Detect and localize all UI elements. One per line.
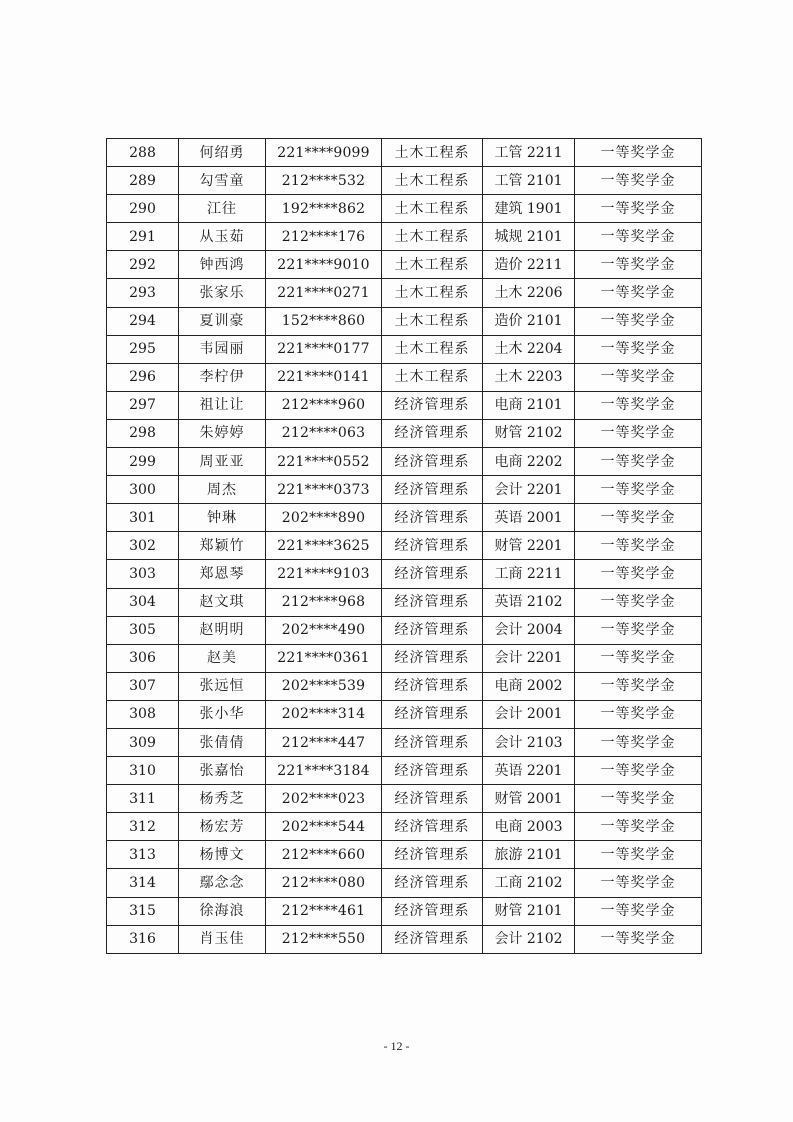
award-cell: 一等奖学金 [575,644,702,672]
id-cell: 212****461 [266,897,382,925]
table-row [107,223,702,251]
table-row [107,307,702,335]
table-row [107,728,702,756]
class-cell: 财管 2201 [483,532,575,560]
department-cell: 经济管理系 [382,841,483,869]
row-number-cell: 288 [107,139,179,167]
row-number-cell: 299 [107,448,179,476]
class-cell: 工商 2102 [483,869,575,897]
department-cell: 土木工程系 [382,223,483,251]
award-cell: 一等奖学金 [575,841,702,869]
id-cell: 212****063 [266,419,382,447]
name-cell: 钟西鸿 [179,251,266,279]
class-cell: 工商 2211 [483,560,575,588]
award-cell: 一等奖学金 [575,700,702,728]
department-cell: 土木工程系 [382,139,483,167]
table-row [107,419,702,447]
award-cell: 一等奖学金 [575,757,702,785]
name-cell: 从玉茹 [179,223,266,251]
row-number-cell: 308 [107,700,179,728]
department-cell: 经济管理系 [382,504,483,532]
award-cell: 一等奖学金 [575,672,702,700]
class-cell: 财管 2102 [483,419,575,447]
scholarship-table [106,138,702,954]
row-number-cell: 310 [107,757,179,785]
table-row [107,757,702,785]
class-cell: 会计 2004 [483,616,575,644]
id-cell: 221****0552 [266,448,382,476]
table-row [107,335,702,363]
name-cell: 赵美 [179,644,266,672]
name-cell: 周杰 [179,476,266,504]
award-cell: 一等奖学金 [575,279,702,307]
name-cell: 祖让让 [179,391,266,419]
row-number-cell: 302 [107,532,179,560]
class-cell: 英语 2201 [483,757,575,785]
award-cell: 一等奖学金 [575,560,702,588]
class-cell: 英语 2001 [483,504,575,532]
award-cell: 一等奖学金 [575,391,702,419]
id-cell: 212****660 [266,841,382,869]
department-cell: 经济管理系 [382,419,483,447]
id-cell: 221****0177 [266,335,382,363]
award-cell: 一等奖学金 [575,223,702,251]
id-cell: 152****860 [266,307,382,335]
award-cell: 一等奖学金 [575,448,702,476]
row-number-cell: 300 [107,476,179,504]
row-number-cell: 297 [107,391,179,419]
table-row [107,167,702,195]
id-cell: 202****544 [266,813,382,841]
table-row [107,869,702,897]
award-cell: 一等奖学金 [575,419,702,447]
page-number: - 12 - [383,1039,410,1053]
class-cell: 土木 2204 [483,335,575,363]
id-cell: 202****490 [266,616,382,644]
name-cell: 何绍勇 [179,139,266,167]
award-cell: 一等奖学金 [575,251,702,279]
row-number-cell: 314 [107,869,179,897]
name-cell: 郑颖竹 [179,532,266,560]
name-cell: 钟琳 [179,504,266,532]
class-cell: 建筑 1901 [483,195,575,223]
id-cell: 221****9099 [266,139,382,167]
id-cell: 202****539 [266,672,382,700]
class-cell: 电商 2101 [483,391,575,419]
id-cell: 202****314 [266,700,382,728]
award-cell: 一等奖学金 [575,532,702,560]
table-row [107,476,702,504]
department-cell: 经济管理系 [382,532,483,560]
department-cell: 土木工程系 [382,363,483,391]
id-cell: 212****960 [266,391,382,419]
department-cell: 经济管理系 [382,391,483,419]
name-cell: 徐海浪 [179,897,266,925]
award-cell: 一等奖学金 [575,869,702,897]
class-cell: 电商 2202 [483,448,575,476]
row-number-cell: 311 [107,785,179,813]
id-cell: 221****9103 [266,560,382,588]
id-cell: 202****890 [266,504,382,532]
row-number-cell: 295 [107,335,179,363]
name-cell: 江往 [179,195,266,223]
name-cell: 郑恩琴 [179,560,266,588]
award-cell: 一等奖学金 [575,335,702,363]
name-cell: 勾雪童 [179,167,266,195]
name-cell: 周亚亚 [179,448,266,476]
row-number-cell: 289 [107,167,179,195]
award-cell: 一等奖学金 [575,139,702,167]
table-row [107,785,702,813]
class-cell: 会计 2103 [483,728,575,756]
name-cell: 赵明明 [179,616,266,644]
name-cell: 张远恒 [179,672,266,700]
class-cell: 英语 2102 [483,588,575,616]
class-cell: 土木 2206 [483,279,575,307]
row-number-cell: 306 [107,644,179,672]
class-cell: 城规 2101 [483,223,575,251]
table-body [107,139,702,954]
name-cell: 杨宏芳 [179,813,266,841]
table-row [107,672,702,700]
table-row [107,813,702,841]
id-cell: 221****0271 [266,279,382,307]
award-cell: 一等奖学金 [575,195,702,223]
table-row [107,841,702,869]
department-cell: 土木工程系 [382,279,483,307]
row-number-cell: 315 [107,897,179,925]
department-cell: 经济管理系 [382,925,483,953]
id-cell: 221****0361 [266,644,382,672]
department-cell: 经济管理系 [382,869,483,897]
name-cell: 韦园丽 [179,335,266,363]
class-cell: 工管 2211 [483,139,575,167]
class-cell: 电商 2002 [483,672,575,700]
row-number-cell: 304 [107,588,179,616]
department-cell: 经济管理系 [382,588,483,616]
award-cell: 一等奖学金 [575,616,702,644]
class-cell: 造价 2211 [483,251,575,279]
class-cell: 造价 2101 [483,307,575,335]
award-cell: 一等奖学金 [575,785,702,813]
name-cell: 张倩倩 [179,728,266,756]
table-row [107,251,702,279]
award-cell: 一等奖学金 [575,307,702,335]
department-cell: 经济管理系 [382,897,483,925]
name-cell: 肖玉佳 [179,925,266,953]
row-number-cell: 294 [107,307,179,335]
table-row [107,139,702,167]
table-row [107,391,702,419]
table-row [107,195,702,223]
department-cell: 土木工程系 [382,307,483,335]
name-cell: 杨秀芝 [179,785,266,813]
row-number-cell: 313 [107,841,179,869]
class-cell: 会计 2001 [483,700,575,728]
id-cell: 221****0373 [266,476,382,504]
table-row [107,616,702,644]
department-cell: 土木工程系 [382,251,483,279]
row-number-cell: 298 [107,419,179,447]
id-cell: 212****080 [266,869,382,897]
name-cell: 李柠伊 [179,363,266,391]
award-cell: 一等奖学金 [575,728,702,756]
table-row [107,504,702,532]
department-cell: 经济管理系 [382,757,483,785]
award-cell: 一等奖学金 [575,588,702,616]
class-cell: 旅游 2101 [483,841,575,869]
award-cell: 一等奖学金 [575,476,702,504]
id-cell: 212****550 [266,925,382,953]
row-number-cell: 305 [107,616,179,644]
row-number-cell: 290 [107,195,179,223]
row-number-cell: 296 [107,363,179,391]
table-row [107,897,702,925]
class-cell: 土木 2203 [483,363,575,391]
department-cell: 经济管理系 [382,616,483,644]
department-cell: 经济管理系 [382,728,483,756]
table-row [107,560,702,588]
table-row [107,363,702,391]
name-cell: 夏训豪 [179,307,266,335]
table-row [107,279,702,307]
id-cell: 221****3625 [266,532,382,560]
table-row [107,532,702,560]
table-row [107,925,702,953]
name-cell: 张小华 [179,700,266,728]
id-cell: 221****9010 [266,251,382,279]
department-cell: 经济管理系 [382,813,483,841]
department-cell: 经济管理系 [382,448,483,476]
row-number-cell: 292 [107,251,179,279]
class-cell: 会计 2102 [483,925,575,953]
class-cell: 电商 2003 [483,813,575,841]
department-cell: 经济管理系 [382,700,483,728]
class-cell: 财管 2101 [483,897,575,925]
award-cell: 一等奖学金 [575,813,702,841]
class-cell: 工管 2101 [483,167,575,195]
id-cell: 212****176 [266,223,382,251]
row-number-cell: 312 [107,813,179,841]
id-cell: 221****3184 [266,757,382,785]
department-cell: 经济管理系 [382,644,483,672]
award-cell: 一等奖学金 [575,925,702,953]
name-cell: 朱婷婷 [179,419,266,447]
name-cell: 鄢念念 [179,869,266,897]
id-cell: 192****862 [266,195,382,223]
name-cell: 张家乐 [179,279,266,307]
department-cell: 土木工程系 [382,335,483,363]
table-row [107,448,702,476]
class-cell: 会计 2201 [483,644,575,672]
class-cell: 会计 2201 [483,476,575,504]
row-number-cell: 303 [107,560,179,588]
row-number-cell: 309 [107,728,179,756]
id-cell: 212****532 [266,167,382,195]
class-cell: 财管 2001 [483,785,575,813]
department-cell: 土木工程系 [382,167,483,195]
award-cell: 一等奖学金 [575,897,702,925]
department-cell: 经济管理系 [382,560,483,588]
row-number-cell: 307 [107,672,179,700]
award-cell: 一等奖学金 [575,363,702,391]
id-cell: 202****023 [266,785,382,813]
department-cell: 土木工程系 [382,195,483,223]
name-cell: 赵文琪 [179,588,266,616]
id-cell: 212****968 [266,588,382,616]
row-number-cell: 316 [107,925,179,953]
award-cell: 一等奖学金 [575,167,702,195]
department-cell: 经济管理系 [382,672,483,700]
department-cell: 经济管理系 [382,476,483,504]
id-cell: 212****447 [266,728,382,756]
table-row [107,700,702,728]
row-number-cell: 291 [107,223,179,251]
award-cell: 一等奖学金 [575,504,702,532]
row-number-cell: 301 [107,504,179,532]
id-cell: 221****0141 [266,363,382,391]
table-row [107,644,702,672]
department-cell: 经济管理系 [382,785,483,813]
row-number-cell: 293 [107,279,179,307]
name-cell: 杨博文 [179,841,266,869]
table-row [107,588,702,616]
name-cell: 张嘉怡 [179,757,266,785]
